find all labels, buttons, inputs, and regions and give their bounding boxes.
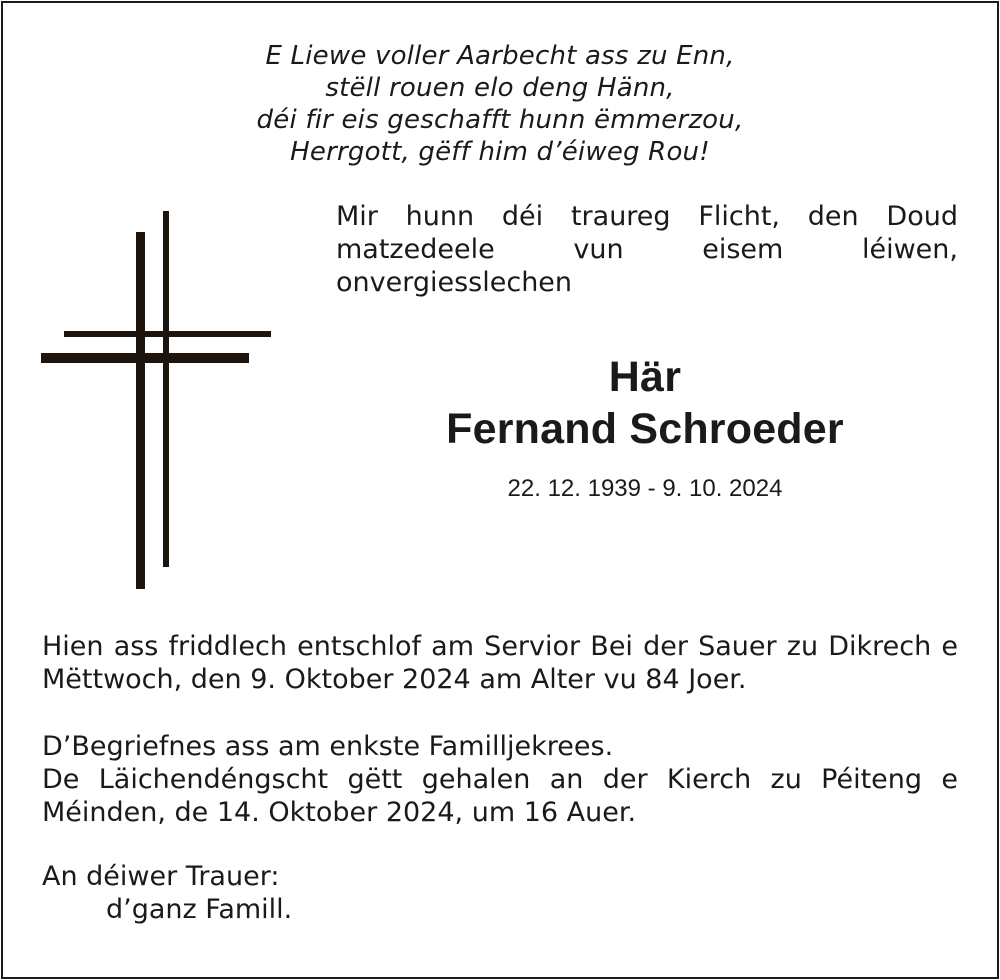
- dates-container: [300, 474, 990, 504]
- life-dates: 22. 12. 1939 - 9. 10. 2024: [507, 475, 783, 502]
- signoff: [42, 860, 958, 926]
- death-announcement-paragraph: Hien ass friddlech entschlof am Servior Bei der Sauer zu Dikrech e Mëttwoch, den 9. Oktober 2024 am Alter vu 84 Joer.: [42, 631, 958, 695]
- honorific: Här: [608, 353, 682, 401]
- funeral-details-paragraph: [42, 730, 958, 829]
- poem-line: Herrgott, gëff him d’éiweg Rou!: [290, 137, 710, 167]
- poem-line: stëll rouen elo deng Hänn,: [325, 73, 675, 103]
- poem-line: E Liewe voller Aarbecht ass zu Enn,: [265, 41, 735, 71]
- poem-line: déi fir eis geschafft hunn ëmmerzou,: [256, 105, 744, 135]
- signoff-family: d’ganz Famill.: [106, 894, 293, 925]
- deceased-name: Fernand Schroeder: [446, 405, 844, 453]
- signoff-label: An déiwer Trauer:: [42, 861, 280, 892]
- intro-text: Mir hunn déi traureg Flicht, den Doud matzedeele vun eisem léiwen, onvergiesslechen: [336, 201, 958, 298]
- funeral-service-note: De Läichendéngscht gëtt gehalen an der Kierch zu Péiteng e Méinden, de 14. Oktober 2024, um 16 Auer.: [42, 764, 958, 828]
- name-container: [300, 404, 990, 454]
- honorific-container: [300, 352, 990, 402]
- burial-note: D’Begriefnes ass am enkste Familljekrees.: [42, 731, 614, 762]
- latin-cross-icon: [0, 0, 300, 620]
